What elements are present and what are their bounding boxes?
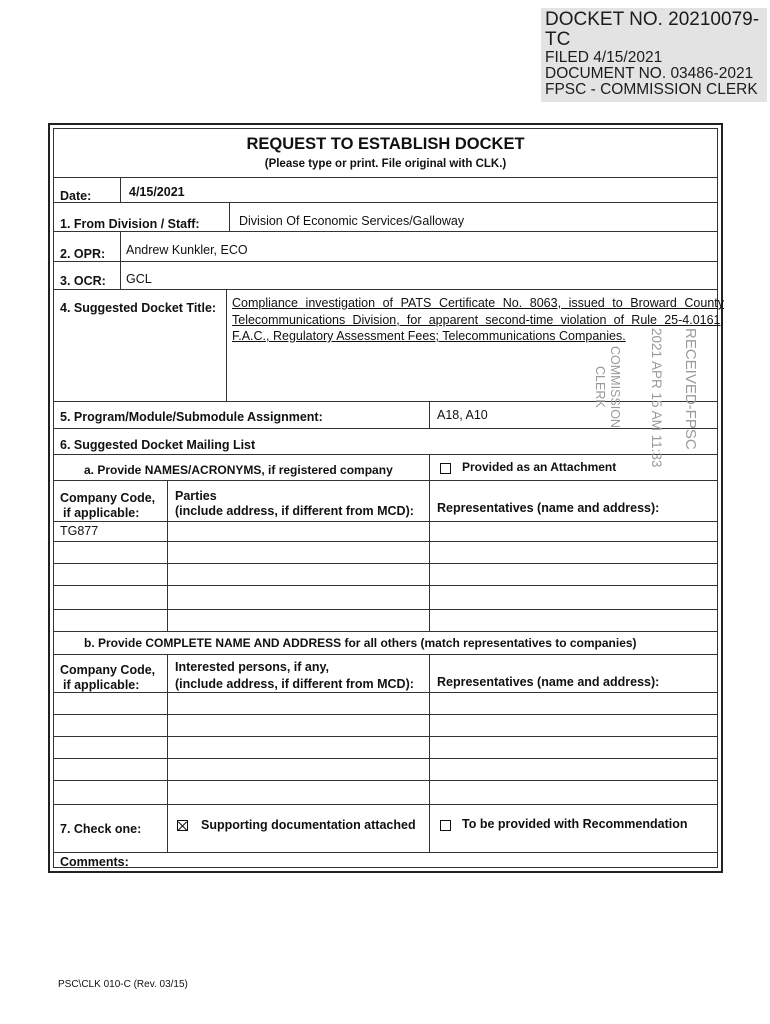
date-value[interactable]: 4/15/2021	[129, 185, 185, 199]
docket-request-form	[48, 123, 723, 873]
row-divider	[54, 852, 717, 853]
row-divider	[54, 231, 717, 232]
received-stamp-line2: 2021 APR 15 AM 11:33	[649, 328, 664, 468]
received-stamp-line3: COMMISSION	[608, 346, 622, 428]
recommendation-label: To be provided with Recommendation	[462, 817, 688, 831]
section-b-label: b. Provide COMPLETE NAME AND ADDRESS for all others (match representatives to companies)	[84, 636, 637, 650]
supporting-doc-label: Supporting documentation attached	[201, 818, 416, 832]
attachment-checkbox[interactable]	[440, 463, 451, 474]
filed-date: FILED 4/15/2021	[545, 48, 663, 66]
interested-header: Interested persons, if any,	[175, 660, 329, 674]
representatives-header-b: Representatives (name and address):	[437, 675, 660, 689]
docket-title-value[interactable]: Compliance investigation of PATS Certificate No. 8063, issued to Broward County Telecommunications Division, for apparent second-time violation of Rule 25-4.0161, F.A.C., Regulatory Assessment Fees; Telecommunications Companies.	[232, 296, 724, 343]
form-footer: PSC\CLK 010-C (Rev. 03/15)	[58, 979, 188, 990]
row-divider	[54, 654, 717, 655]
supporting-doc-checkbox[interactable]	[177, 820, 188, 831]
company-code-subheader-b: if applicable:	[63, 678, 140, 692]
docket-number: DOCKET NO. 20210079-TC	[545, 9, 760, 50]
parties-header: Parties	[175, 489, 217, 503]
row-divider	[54, 692, 717, 693]
attachment-label: Provided as an Attachment	[462, 460, 617, 474]
form-subtitle: (Please type or print. File original with CLK.)	[264, 158, 507, 170]
col-divider	[120, 177, 121, 202]
opr-label: 2. OPR:	[60, 247, 106, 261]
docket-stamp	[541, 8, 767, 102]
program-value[interactable]: A18, A10	[437, 408, 488, 422]
document-number: DOCUMENT NO. 03486-2021	[545, 65, 754, 83]
company-code-header-b: Company Code,	[60, 663, 156, 677]
date-label: Date:	[60, 189, 92, 203]
parties-subheader: (include address, if different from MCD):	[175, 504, 414, 518]
row-divider	[54, 780, 717, 781]
section-a-label: a. Provide NAMES/ACRONYMS, if registered company	[84, 463, 393, 477]
row-divider	[54, 714, 717, 715]
row-divider	[54, 289, 717, 290]
col-divider	[429, 401, 430, 428]
comments-label: Comments:	[60, 855, 129, 869]
docket-title-label: 4. Suggested Docket Title:	[60, 301, 217, 315]
company-code-header: Company Code,	[60, 491, 156, 505]
interested-subheader: (include address, if different from MCD):	[175, 677, 414, 691]
row-divider	[54, 736, 717, 737]
row-divider	[54, 177, 717, 178]
col-divider	[429, 654, 430, 852]
row-divider	[54, 428, 717, 429]
mailing-list-label: 6. Suggested Docket Mailing List	[60, 438, 256, 452]
row-divider	[54, 261, 717, 262]
col-divider	[120, 261, 121, 289]
form-inner-border	[53, 128, 724, 869]
from-division-value[interactable]: Division Of Economic Services/Galloway	[239, 214, 465, 228]
row-divider	[54, 563, 717, 564]
col-divider	[229, 202, 230, 231]
row-divider	[54, 631, 717, 632]
commission-clerk: FPSC - COMMISSION CLERK	[545, 81, 758, 99]
row-divider	[54, 521, 717, 522]
row-divider	[54, 758, 717, 759]
row-divider	[54, 541, 717, 542]
check-one-label: 7. Check one:	[60, 822, 142, 836]
col-divider	[429, 454, 430, 480]
row-divider	[54, 202, 717, 203]
from-division-label: 1. From Division / Staff:	[60, 217, 200, 231]
received-stamp-line4: CLERK	[593, 366, 607, 408]
opr-value[interactable]: Andrew Kunkler, ECO	[126, 243, 248, 257]
col-divider	[120, 231, 121, 261]
col-divider	[167, 804, 168, 852]
recommendation-checkbox[interactable]	[440, 820, 451, 831]
company-code-value[interactable]: TG877	[60, 524, 99, 538]
row-divider	[54, 804, 717, 805]
col-divider	[167, 654, 168, 804]
program-label: 5. Program/Module/Submodule Assignment:	[60, 410, 323, 424]
form-title: REQUEST TO ESTABLISH DOCKET	[246, 135, 525, 153]
col-divider	[226, 289, 227, 401]
ocr-value[interactable]: GCL	[126, 272, 152, 286]
row-divider	[54, 609, 717, 610]
representatives-header: Representatives (name and address):	[437, 501, 660, 515]
row-divider	[54, 585, 717, 586]
row-divider	[54, 480, 717, 481]
received-stamp-line1: RECEIVED-FPSC	[682, 328, 699, 450]
company-code-subheader: if applicable:	[63, 506, 140, 520]
row-divider	[54, 454, 717, 455]
ocr-label: 3. OCR:	[60, 274, 106, 288]
